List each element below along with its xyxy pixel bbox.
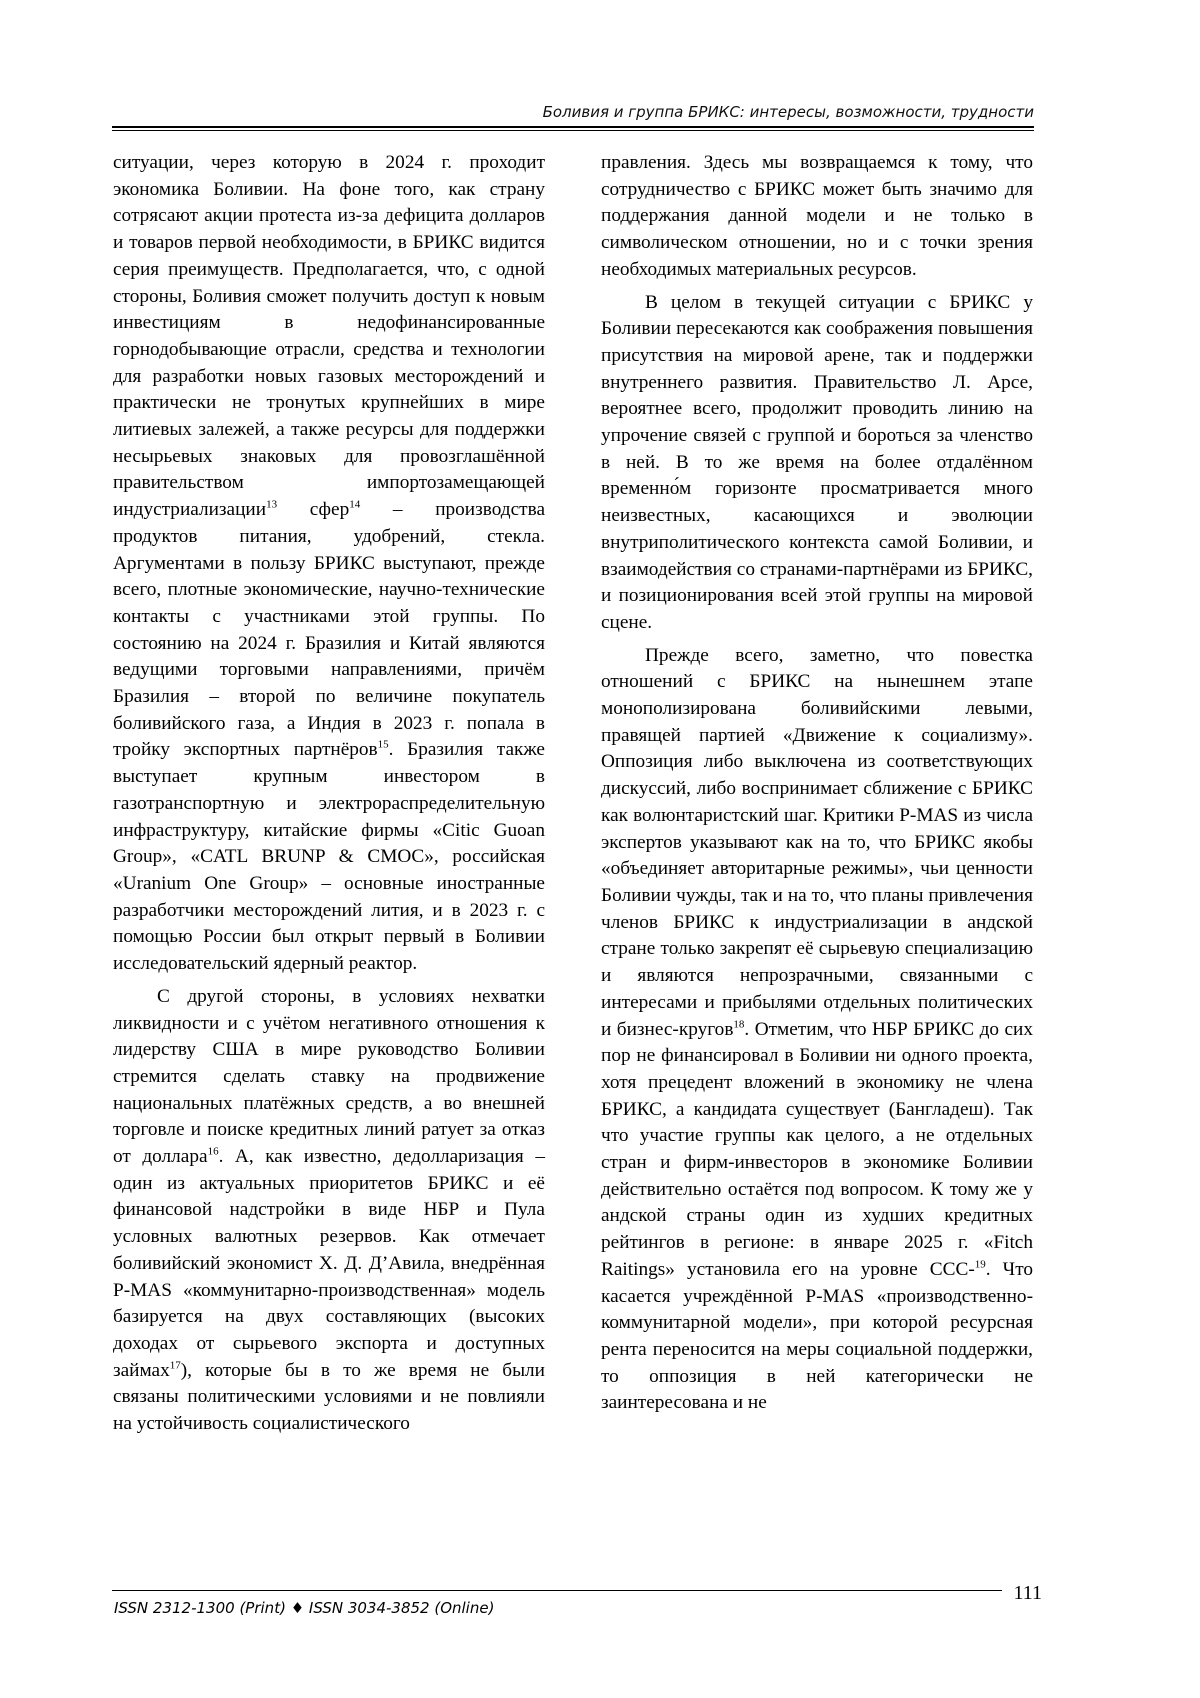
paragraph: С другой стороны, в условиях нехватки ликвидности и с учётом негативного отношения к лидерству США в мире руководство Боливии стремится сделать ставку на продвижение национальных платёжных средств, а во внешней торговле и поиске кредитных линий ратует за отказ от доллара$^{16}$. А, как известно, дедолларизация – один из актуальных приоритетов БРИКС и её финансовой надстройки в виде НБР и Пула условных валютных резервов. Как отмечает боливийский экономист Х. Д. Д’Авила, внедрённая P-MAS «коммунитарно-производственная» модель базируется на двух составляющих (высоких доходах от сырьевого экспорта и доступных займах$^{17}$), которые бы в то же время не были связаны политическими условиями и не повлияли на устойчивость социалистического (113, 985, 545, 1435)
footer-rule (112, 1590, 1002, 1591)
header-rule-secondary (112, 130, 1034, 131)
footnote-ref: 18 (733, 1018, 745, 1031)
left-column (113, 150, 545, 1444)
right-column (601, 150, 1033, 1423)
paragraph: В целом в текущей ситуации с БРИКС у Боливии пересекаются как соображения повышения присутствия на мировой арене, так и поддержки внутреннего развития. Правительство Л. Арсе, вероятнее всего, продолжит проводить линию на упрочение связей с группой и бороться за членство в ней. В то же время на более отдалённом временно́м горизонте просматривается много неизвестных, касающихся и эволюции внутриполитического контекста самой Боливии, и взаимодействия со странами-партнёрами из БРИКС, и позиционирования всей этой группы на мировой сцене. (601, 291, 1033, 633)
page-number: 111 (1013, 1582, 1042, 1604)
paragraph: правления. Здесь мы возвращаемся к тому, что сотрудничество с БРИКС может быть значимо для поддержания данной модели и не только в символическом отношении, но и с точки зрения необходимых материальных ресурсов. (601, 152, 1033, 280)
footnote-ref: 15 (377, 739, 389, 752)
running-header: Боливия и группа БРИКС: интересы, возможности, трудности (542, 103, 1034, 121)
paragraph: Прежде всего, заметно, что повестка отношений с БРИКС на нынешнем этапе монополизирована боливийскими левыми, правящей партией «Движение к социализму». Оппозиция либо выключена из соответствующих дискуссий, либо воспринимает сближение с БРИКС как волюнтаристский шаг. Критики P-MAS из числа экспертов указывают как на то, что БРИКС якобы «объединяет авторитарные режимы», чьи ценности Боливии чужды, так и на то, что планы привлечения членов БРИКС к индустриализации в андской стране только закрепят её сырьевую специализацию и являются непрозрачными, связанными с интересами и прибылями отдельных политических и бизнес-кругов$^{18}$. Отметим, что НБР БРИКС до сих пор не финансировал в Боливии ни одного проекта, хотя прецедент вложений в экономику не члена БРИКС, а кандидата существует (Бангладеш). Так что участие группы как целого, а не отдельных стран и фирм-инвесторов в экономике Боливии действительно остаётся под вопросом. К тому же у андской страны один из худших кредитных рейтингов в регионе: в январе 2025 г. «Fitch Raitings» установила его на уровне CCC-$^{19}$. Что касается учреждённой P-MAS «производственно-коммунитарной модели», при которой ресурсная рента переносится на меры социальной поддержки, то оппозиция в ней категорически не заинтересована и не (601, 644, 1034, 1414)
footnote-ref: 14 (349, 498, 361, 511)
footnote-ref: 16 (207, 1145, 219, 1158)
header-rule (112, 126, 1034, 128)
footer-issn: ISSN 2312-1300 (Print) ♦ ISSN 3034-3852 (Online) (114, 1599, 495, 1617)
footnote-ref: 13 (266, 498, 278, 511)
footnote-ref: 17 (169, 1359, 181, 1372)
footnote-ref: 19 (974, 1258, 986, 1271)
paragraph: ситуации, через которую в 2024 г. проходит экономика Боливии. На фоне того, как страну сотрясают акции протеста из-за дефицита долларов и товаров первой необходимости, в БРИКС видится серия преимуществ. Предполагается, что, с одной стороны, Боливия сможет получить доступ к новым инвестициям в недофинансированные горнодобывающие отрасли, средства и технологии для разработки новых газовых месторождений и практически не тронутых крупнейших в мире литиевых залежей, а также ресурсы для поддержки несырьевых знаковых для провозглашённой правительством импортозамещающей индустриализации$^{13}$ сфер$^{14}$ – производства продуктов питания, удобрений, стекла. Аргументами в пользу БРИКС выступают, прежде всего, плотные экономические, научно-технические контакты с участниками этой группы. По состоянию на 2024 г. Бразилия и Китай являются ведущими торговыми направлениями, причём Бразилия – второй по величине покупатель боливийского газа, а Индия в 2023 г. попала в тройку экспортных партнёров$^{15}$. Бразилия также выступает крупным инвестором в газотранспортную и электрораспределительную инфраструктуру, китайские фирмы «Citic Guoan Group», «CATL BRUNP & CMOC», российская «Uranium One Group» – основные иностранные разработчики месторождений лития, и в 2023 г. с помощью России был открыт первый в Боливии исследовательский ядерный реактор. (113, 152, 545, 975)
